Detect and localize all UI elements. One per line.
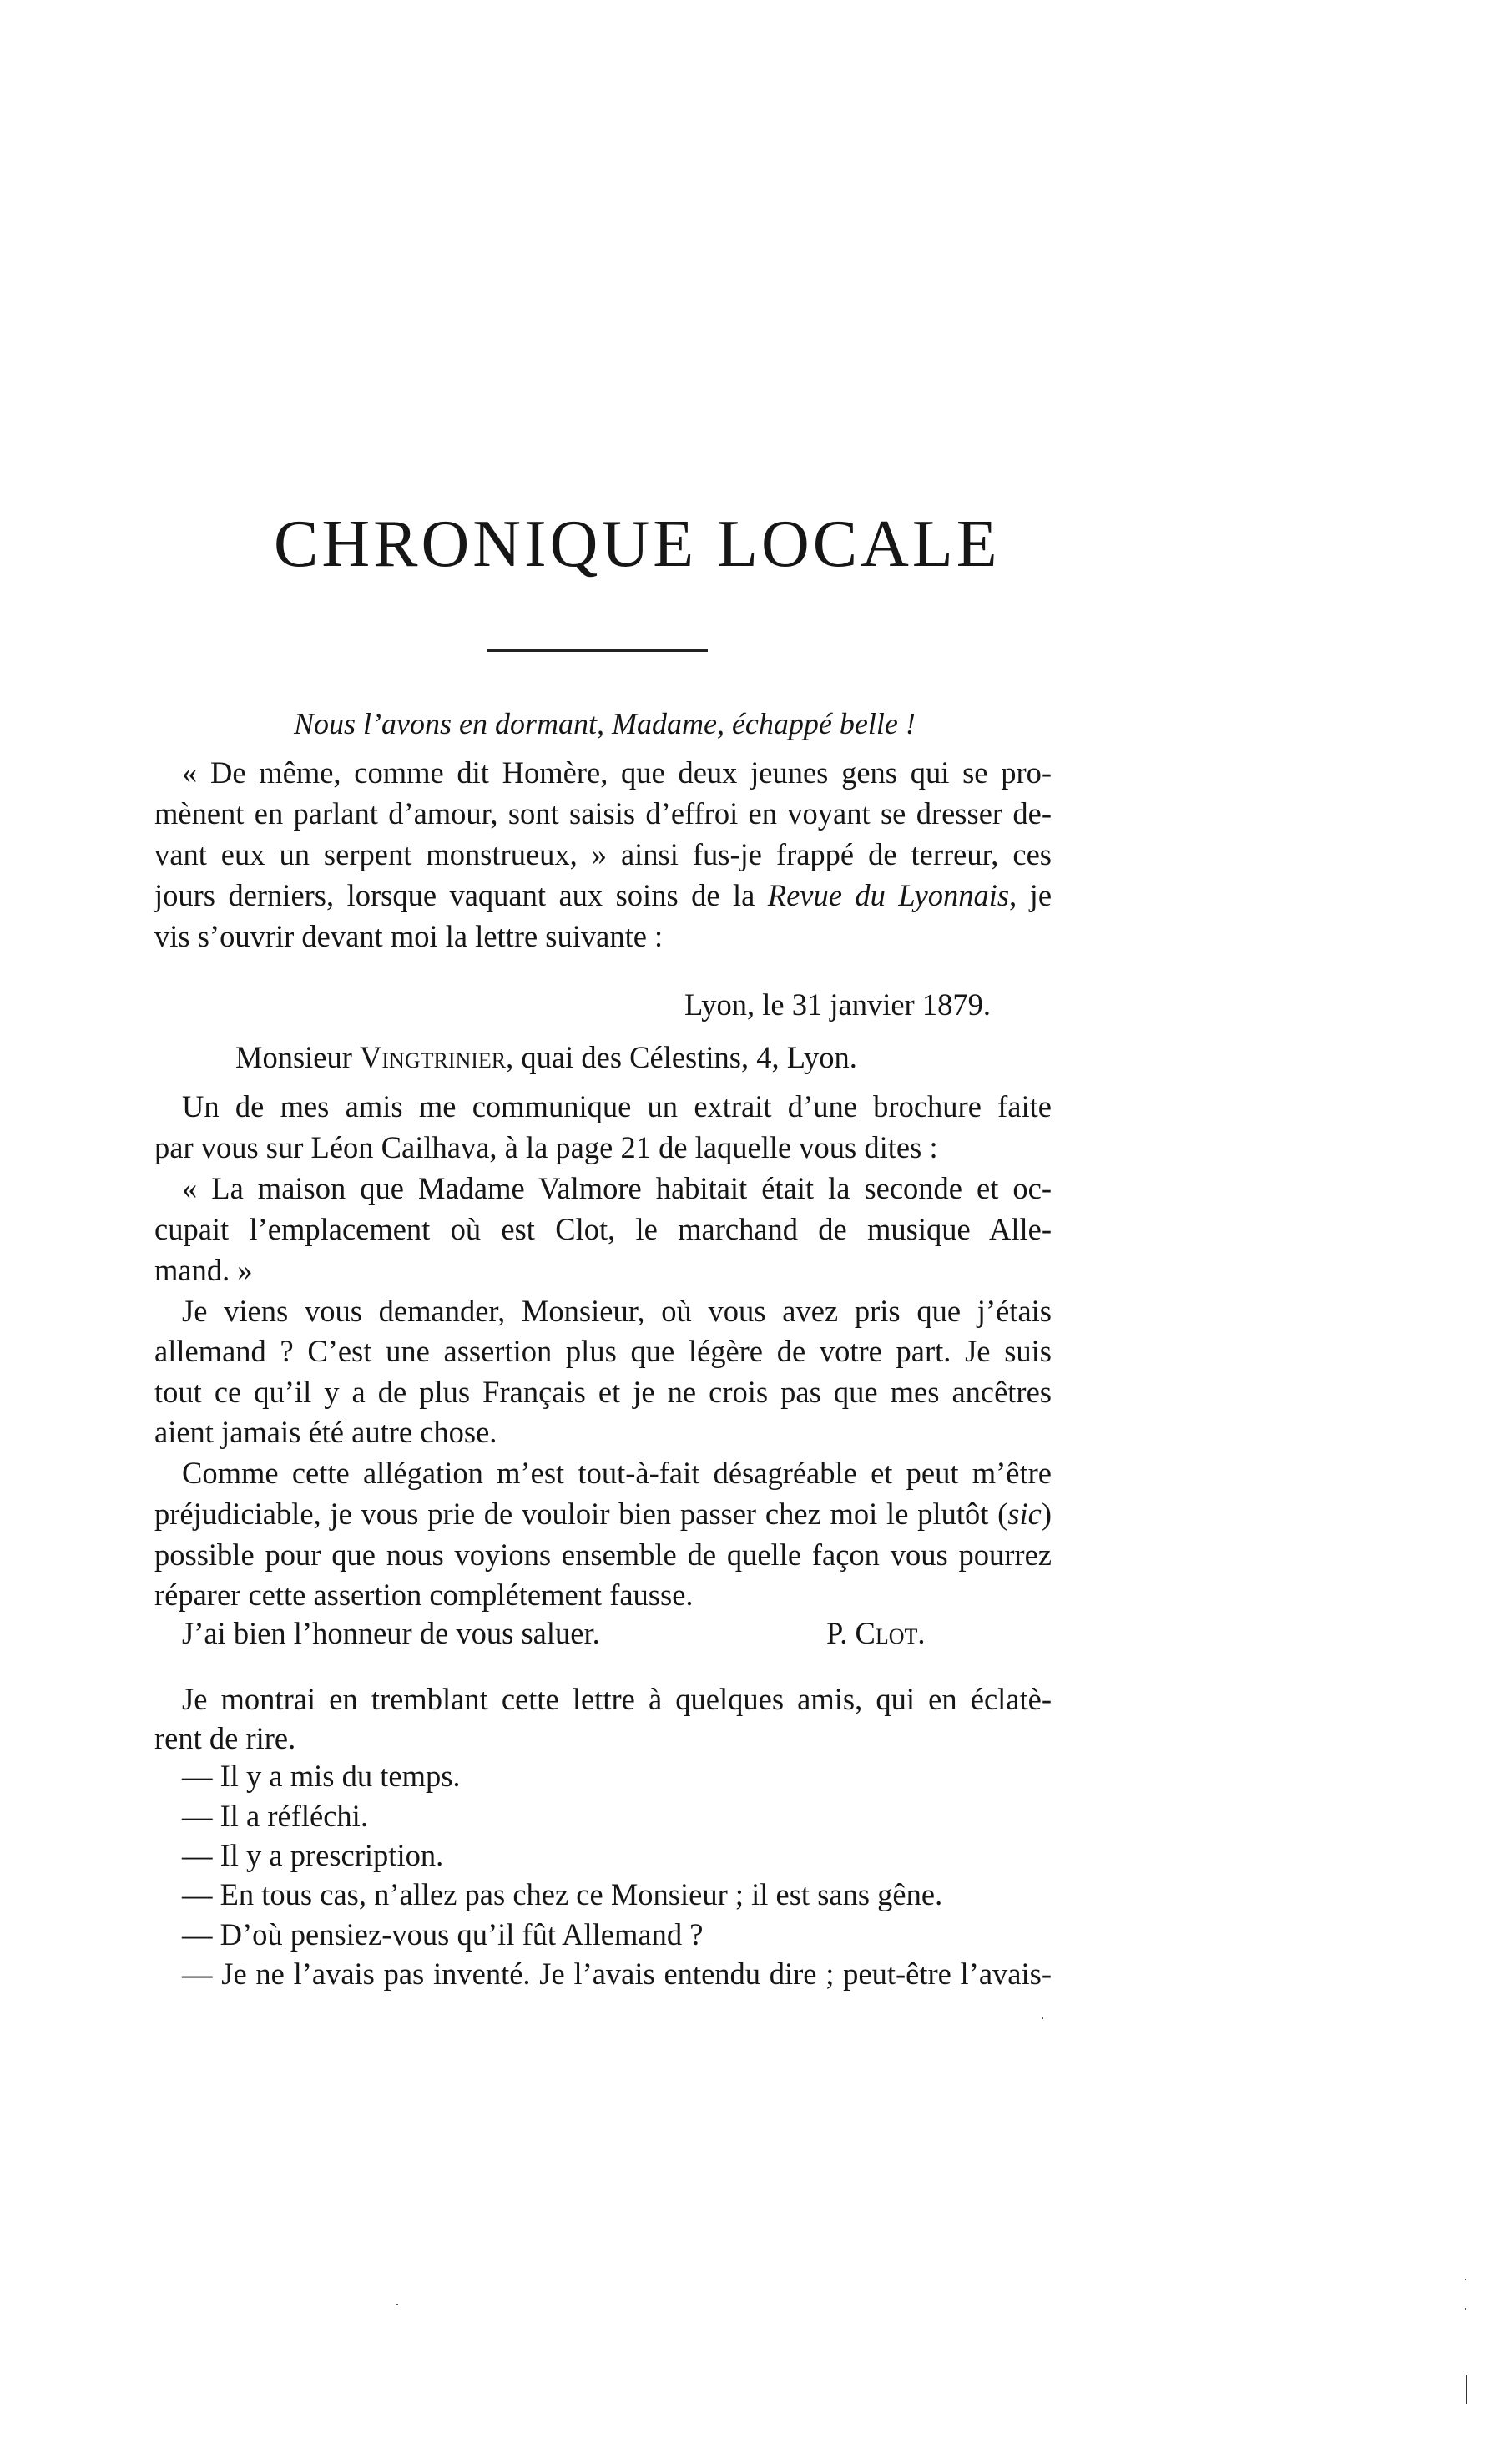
- sic-note: sic: [1007, 1497, 1042, 1531]
- intro-line: mènent en parlant d’amour, sont saisis d’effroi en voyant se dresser de-: [154, 796, 1052, 831]
- title-rule-divider: [487, 649, 708, 652]
- intro-line: vis s’ouvrir devant moi la lettre suivante :: [154, 919, 664, 953]
- letter-line: mand. »: [154, 1253, 253, 1287]
- letter-line: Comme cette allégation m’est tout-à-fait désagréable et peut m’être: [182, 1456, 1052, 1490]
- scan-speck: [396, 2304, 398, 2305]
- intro-line: vant eux un serpent monstrueux, » ainsi fus-je frappé de terreur, ces: [154, 837, 1052, 871]
- dialogue-line: — D’où pensiez-vous qu’il fût Allemand ?: [182, 1917, 704, 1952]
- addressee-prefix: Monsieur: [235, 1040, 361, 1074]
- letter-line: [154, 1496, 1052, 1532]
- dialogue-line: — Il a réfléchi.: [182, 1799, 368, 1833]
- letter-line: allemand ? C’est une assertion plus que légère de votre part. Je suis: [154, 1334, 1052, 1368]
- letter-date: Lyon, le 31 janvier 1879.: [684, 987, 991, 1022]
- letter-line: réparer cette assertion complétement fausse.: [154, 1578, 694, 1612]
- narrative-line: rent de rire.: [154, 1721, 296, 1755]
- dialogue-line: — Je ne l’avais pas inventé. Je l’avais entendu dire ; peut-être l’avais-: [182, 1957, 1052, 1991]
- letter-text: préjudiciable, je vous prie de vouloir bien passer chez moi le plutôt (: [154, 1497, 1008, 1531]
- intro-text: jours derniers, lorsque vaquant aux soins de la: [154, 878, 768, 912]
- intro-line: [154, 877, 1052, 914]
- narrative-line: Je montrai en tremblant cette lettre à quelques amis, qui en éclatè-: [182, 1682, 1052, 1716]
- letter-line: Un de mes amis me communique un extrait d’une brochure faite: [182, 1089, 1052, 1123]
- scan-speck: [1465, 2308, 1466, 2310]
- letter-addressee: [235, 1039, 857, 1075]
- letter-text: ): [1041, 1497, 1052, 1531]
- letter-line: « La maison que Madame Valmore habitait était la seconde et oc-: [182, 1171, 1052, 1205]
- letter-line: par vous sur Léon Cailhava, à la page 21 de laquelle vous dites :: [154, 1130, 938, 1164]
- dialogue-line: — Il y a mis du temps.: [182, 1759, 461, 1793]
- intro-line: « De même, comme dit Homère, que deux jeunes gens qui se pro-: [182, 755, 1052, 790]
- letter-line: Je viens vous demander, Monsieur, où vous avez pris que j’étais: [182, 1294, 1052, 1328]
- letter-line: tout ce qu’il y a de plus Français et je ne crois pas que mes ancêtres: [154, 1375, 1052, 1409]
- letter-line: possible pour que nous voyions ensemble de quelle façon vous pourrez: [154, 1537, 1052, 1572]
- letter-line: aient jamais été autre chose.: [154, 1415, 497, 1449]
- scan-margin-mark: [1466, 2375, 1467, 2404]
- scan-speck: [1465, 2279, 1466, 2280]
- dialogue-line: — En tous cas, n’allez pas chez ce Monsieur ; il est sans gêne.: [182, 1877, 943, 1911]
- letter-signature: P. Clot.: [826, 1616, 926, 1650]
- letter-closing: J’ai bien l’honneur de vous saluer.: [182, 1616, 600, 1650]
- dialogue-line: — Il y a prescription.: [182, 1838, 444, 1872]
- journal-title: Revue du Lyonnais: [767, 878, 1010, 912]
- addressee-name: Vingtrinier: [360, 1040, 507, 1074]
- epigraph: Nous l’avons en dormant, Madame, échappé belle !: [294, 707, 916, 740]
- page-title: CHRONIQUE LOCALE: [274, 507, 1001, 581]
- addressee-address: , quai des Célestins, 4, Lyon.: [506, 1040, 857, 1074]
- intro-text: , je: [1009, 878, 1052, 912]
- scan-speck: [1042, 2017, 1043, 2019]
- letter-line: cupait l’emplacement où est Clot, le marchand de musique Alle-: [154, 1212, 1052, 1246]
